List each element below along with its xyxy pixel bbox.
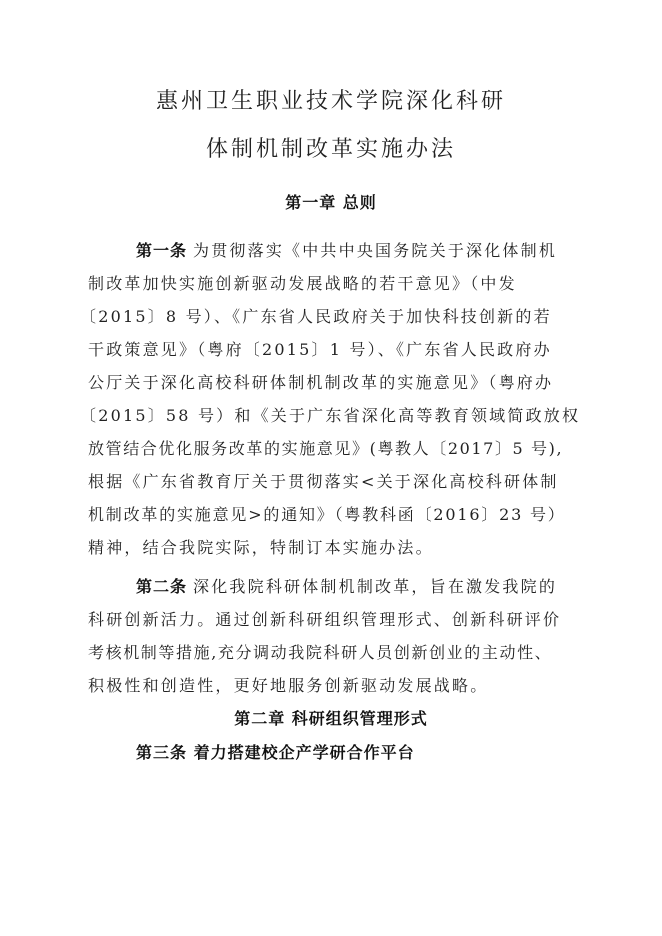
article-2-line: 第二条 深化我院科研体制机制改革，旨在激发我院的 — [136, 577, 558, 596]
article-1-line: 干政策意见》（粤府〔2015〕1 号）、《广东省人民政府办 — [88, 340, 552, 359]
article-1-line: 制改革加快实施创新驱动发展战略的若干意见》（中发 — [88, 274, 517, 293]
article-2-line: 考核机制等措施,充分调动我院科研人员创新创业的主动性、 — [88, 643, 553, 662]
article-1-label: 第一条 — [136, 241, 188, 260]
article-1-line: 第一条 为贯彻落实《中共中央国务院关于深化体制机 — [136, 241, 558, 260]
article-1-line: 〔2015〕58 号）和《关于广东省深化高等教育领域简政放权 — [80, 406, 581, 425]
article-2-label: 第二条 — [136, 577, 188, 596]
article-3-title: 着力搭建校企产学研合作平台 — [193, 743, 415, 762]
article-1-line: 〔2015〕8 号）、《广东省人民政府关于加快科技创新的若 — [80, 307, 552, 326]
article-2-line: 科研创新活力。通过创新科研组织管理形式、创新科研评价 — [88, 610, 562, 629]
chapter-1-heading: 第一章 总则 — [285, 193, 377, 212]
document-title-line2: 体制机制改革实施办法 — [205, 137, 456, 162]
article-1-line: 精神，结合我院实际，特制订本实施办法。 — [88, 538, 434, 557]
chapter-2-heading: 第二章 科研组织管理形式 — [234, 709, 428, 728]
document-title-line1: 惠州卫生职业技术学院深化科研 — [155, 89, 506, 114]
article-1-line: 公厅关于深化高校科研体制机制改革的实施意见》（粤府办 — [88, 373, 554, 392]
article-1-line: 机制改革的实施意见>的通知》（粤教科函〔2016〕23 号） — [88, 505, 566, 524]
article-3-heading — [136, 740, 415, 763]
article-1-line: 放管结合优化服务改革的实施意见》(粤教人〔2017〕5 号), — [88, 439, 564, 458]
article-2-line: 积极性和创造性，更好地服务创新驱动发展战略。 — [88, 676, 489, 695]
article-1-line: 根据《广东省教育厅关于贯彻落实<关于深化高校科研体制 — [88, 472, 559, 491]
article-3-label: 第三条 — [136, 743, 188, 762]
